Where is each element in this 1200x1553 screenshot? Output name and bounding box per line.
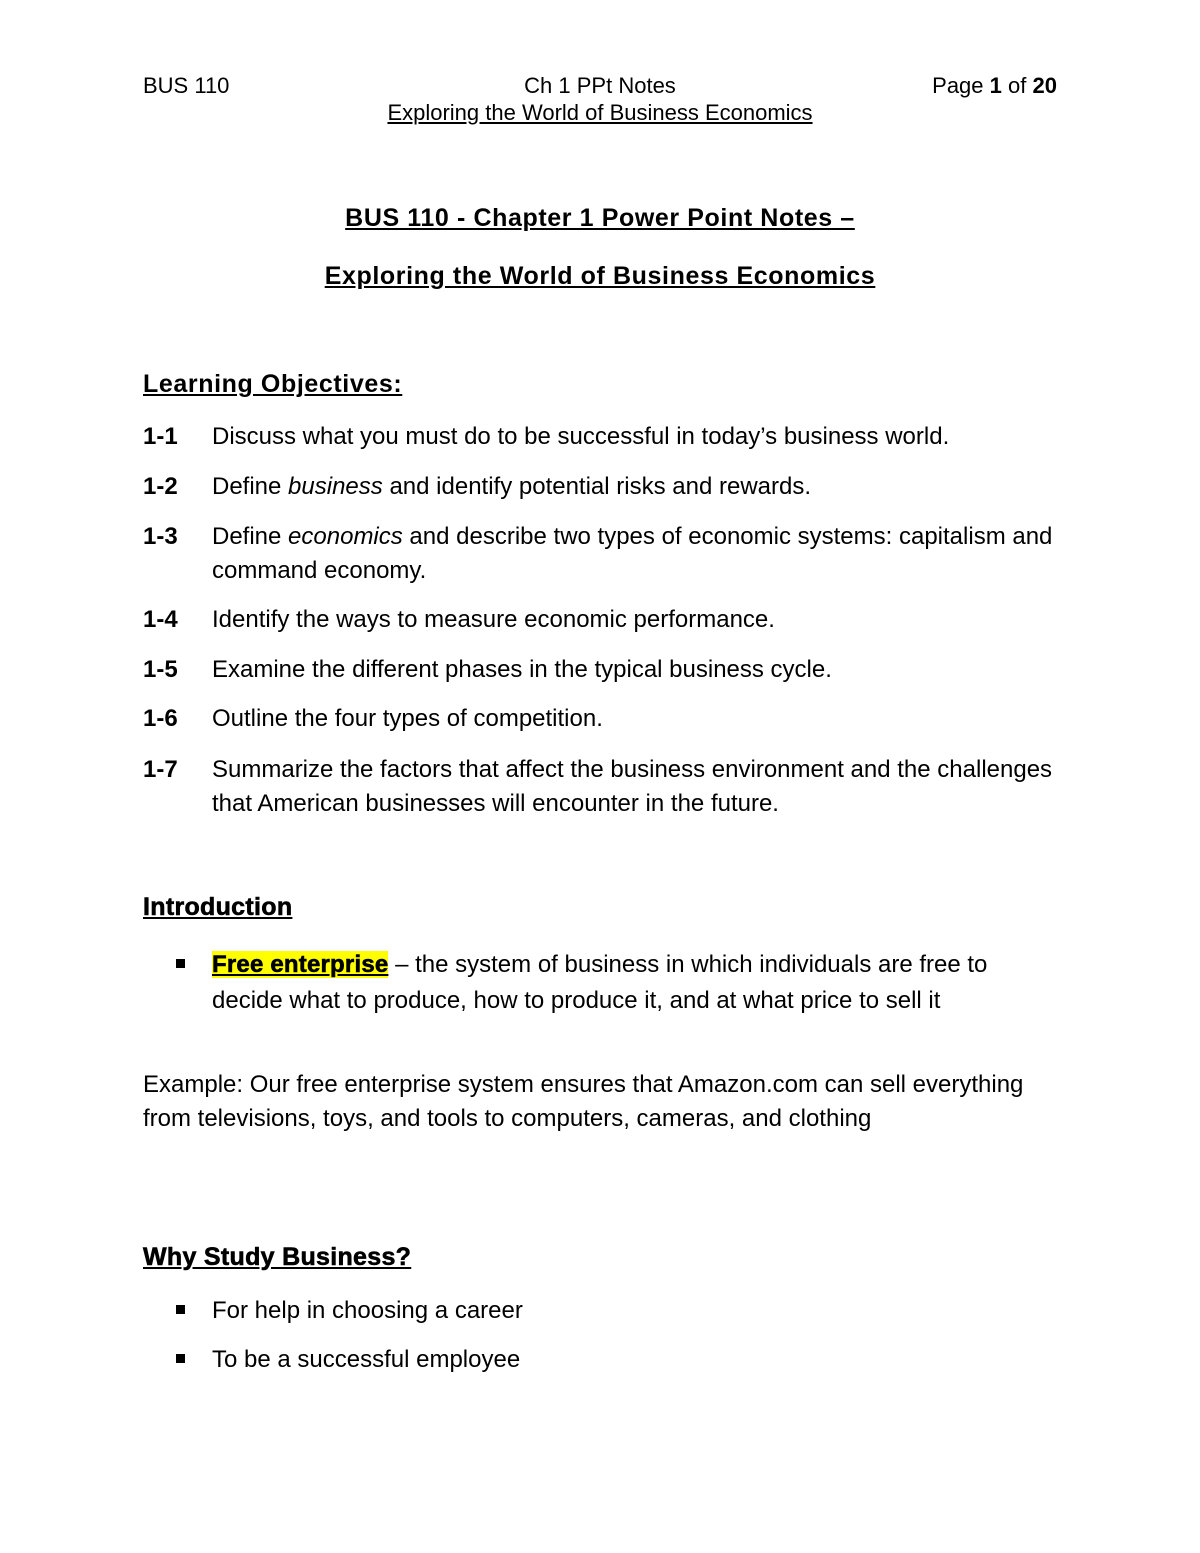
objective-text: Examine the different phases in the typical business cycle.: [212, 656, 832, 683]
emphasis-term: economics: [288, 523, 403, 550]
objective-text: Define business and identify potential risks and rewards.: [212, 473, 812, 500]
square-bullet-icon: [176, 1305, 185, 1314]
objective-number: 1-3: [143, 523, 178, 550]
page-total: 20: [1032, 73, 1057, 98]
header-page-indicator: [932, 72, 1057, 100]
document-title-line2: Exploring the World of Business Economics: [324, 262, 876, 290]
objective-text: Define economics and describe two types of economic systems: capitalism and command economy.: [212, 523, 1053, 584]
objective-text: Identify the ways to measure economic performance.: [212, 606, 775, 633]
example-paragraph: Example: Our free enterprise system ensures that Amazon.com can sell everything from televisions, toys, and tools to computers, cameras, and clothing: [143, 1071, 1024, 1132]
square-bullet-icon: [176, 959, 185, 968]
learning-objectives-heading: Learning Objectives:: [143, 370, 403, 398]
objective-number: 1-4: [143, 606, 178, 633]
list-item-text: To be a successful employee: [212, 1346, 521, 1373]
highlighted-term: Free enterprise: [212, 951, 389, 978]
objective-number: 1-1: [143, 423, 178, 450]
definition-text: Free enterprise – the system of business in which individuals are free to decide what to produce, how to produce it, and at what price to sell it: [212, 951, 988, 1014]
page-number: 1: [989, 73, 1002, 98]
objective-number: 1-5: [143, 656, 178, 683]
document-title-line1: BUS 110 - Chapter 1 Power Point Notes –: [345, 204, 855, 232]
objective-text: Outline the four types of competition.: [212, 705, 603, 732]
header-course: BUS 110: [143, 73, 230, 98]
emphasis-term: business: [288, 473, 383, 500]
objective-number: 1-6: [143, 705, 178, 732]
why-study-heading: Why Study Business?: [143, 1243, 412, 1271]
objective-text: Summarize the factors that affect the business environment and the challenges that American businesses will encounter in the future.: [212, 756, 1053, 817]
of-label: of: [1008, 73, 1027, 98]
introduction-heading: Introduction: [143, 893, 293, 921]
objective-number: 1-2: [143, 473, 178, 500]
header-subtitle: Exploring the World of Business Economics: [387, 100, 813, 125]
objective-text: Discuss what you must do to be successful in today’s business world.: [212, 423, 950, 450]
page-label: Page: [932, 73, 984, 98]
square-bullet-icon: [176, 1354, 185, 1363]
list-item-text: For help in choosing a career: [212, 1297, 523, 1324]
header-doc-name: Ch 1 PPt Notes: [524, 73, 676, 98]
objective-number: 1-7: [143, 756, 178, 783]
